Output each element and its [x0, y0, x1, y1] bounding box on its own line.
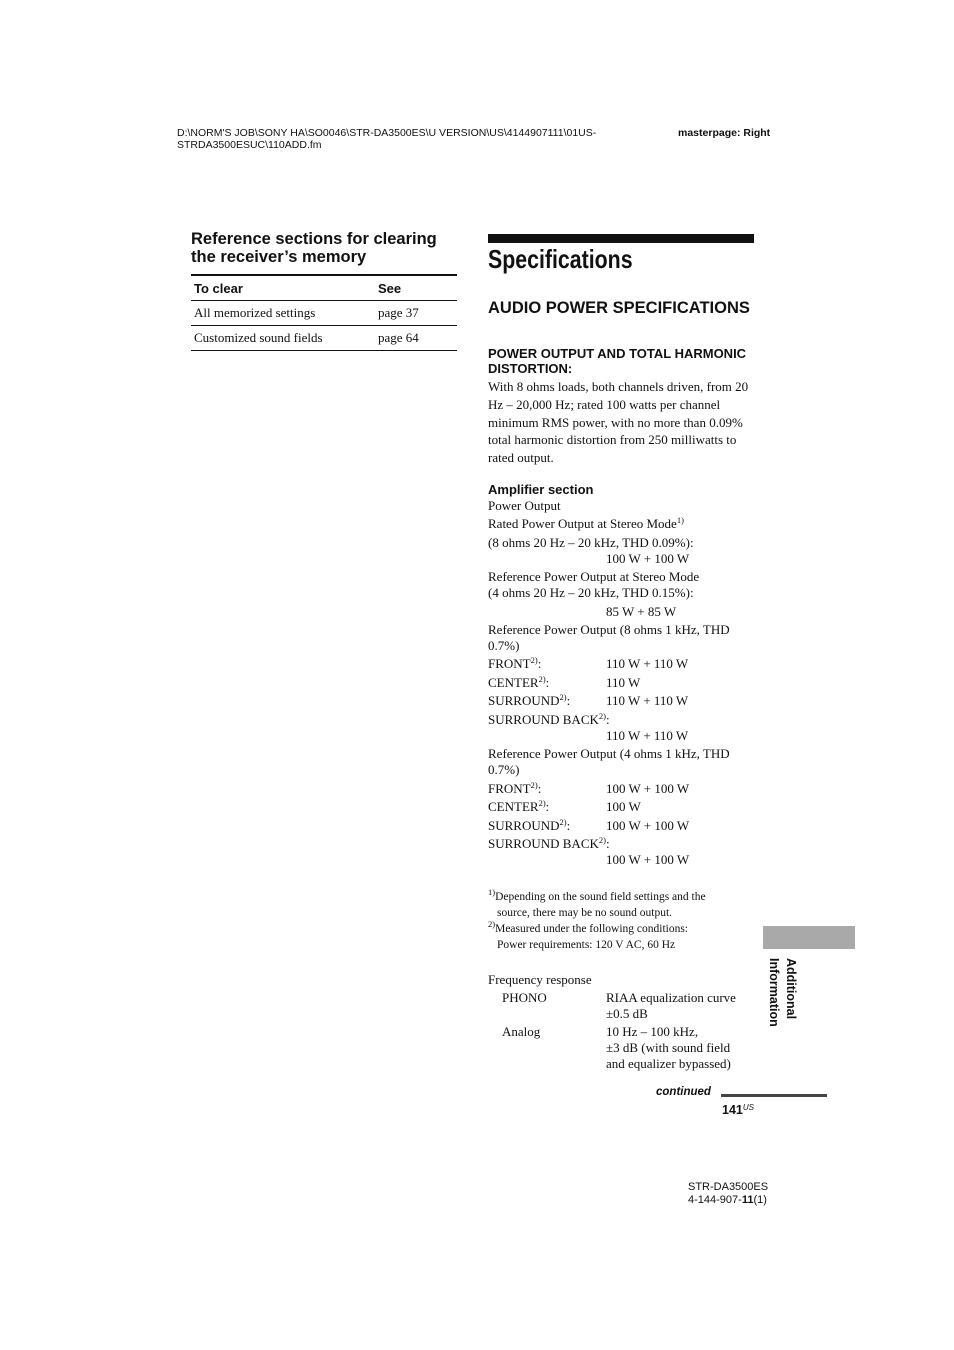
- subsection-title: POWER OUTPUT AND TOTAL HARMONIC DISTORTION:: [488, 346, 747, 376]
- table-cell: page 64: [375, 326, 457, 351]
- reference-stereo-label: Reference Power Output at Stereo Mode: [488, 569, 700, 584]
- phono-label: PHONO: [502, 990, 547, 1005]
- analog-value-cont: and equalizer bypassed): [606, 1056, 731, 1071]
- spec-label: CENTER$^{2)}$:: [488, 674, 550, 690]
- title-rule: [488, 234, 754, 243]
- file-path-line-1: D:\NORM'S JOB\SONY HA\SO0046\STR-DA3500ES\U VERSION\US\4144907111\01US-: [177, 127, 597, 139]
- model-name: STR-DA3500ES: [688, 1181, 769, 1193]
- footnote-2-cont: Power requirements: 120 V AC, 60 Hz: [497, 939, 676, 951]
- file-path: [177, 127, 596, 151]
- column-header-to-clear: To clear: [191, 275, 375, 301]
- spec-label: SURROUND$^{2)}$:: [488, 692, 571, 708]
- reference-table: [191, 274, 457, 351]
- reference-stereo-condition: (4 ohms 20 Hz – 20 kHz, THD 0.15%):: [488, 585, 694, 600]
- spec-value: 110 W + 110 W: [606, 656, 689, 671]
- masterpage-label: masterpage: Right: [678, 127, 771, 139]
- rated-condition: (8 ohms 20 Hz – 20 kHz, THD 0.09%):: [488, 535, 694, 550]
- spec-value: 100 W + 100 W: [606, 852, 690, 867]
- continued-label: continued: [656, 1086, 711, 1098]
- reference-4ohm-label-cont: 0.7%): [488, 762, 520, 777]
- phono-value: RIAA equalization curve: [606, 990, 736, 1005]
- analog-value-cont: ±3 dB (with sound field: [606, 1040, 731, 1055]
- spec-label: SURROUND$^{2)}$:: [488, 817, 571, 833]
- footnote-1: $^{1)}$Depending on the sound field settings and the: [488, 887, 706, 903]
- section-tab-label: [764, 958, 798, 1058]
- reference-8ohm-label-cont: 0.7%): [488, 638, 520, 653]
- model-info: [688, 1181, 768, 1206]
- page-number: $141^{US}$: [722, 1103, 754, 1117]
- table-cell: page 37: [375, 301, 457, 326]
- reference-stereo-value: 85 W + 85 W: [606, 604, 677, 619]
- spec-value: 110 W + 110 W: [606, 693, 689, 708]
- spec-value: 100 W: [606, 799, 641, 814]
- table-header-row: [191, 275, 457, 301]
- spec-label: SURROUND BACK$^{2)}$:: [488, 835, 610, 851]
- reference-8ohm-label: Reference Power Output (8 ohms 1 kHz, THD: [488, 622, 730, 637]
- spec-value: 100 W + 100 W: [606, 818, 690, 833]
- reference-heading: Reference sections for clearing the receiver’s memory: [191, 230, 437, 266]
- footnote-2: $^{2)}$Measured under the following conditions:: [488, 919, 688, 935]
- section-tab: [763, 926, 855, 949]
- table-cell: Customized sound fields: [191, 326, 375, 351]
- intro-paragraph: With 8 ohms loads, both channels driven, from 20 Hz – 20,000 Hz; rated 100 watts per channel minimum RMS power, with no more than 0.09% total harmonic distortion from 250 milliwatts to rated output.: [488, 379, 749, 466]
- spec-value: 100 W + 100 W: [606, 781, 690, 796]
- rated-value: 100 W + 100 W: [606, 551, 690, 566]
- spec-value: 110 W + 110 W: [606, 728, 689, 743]
- continued-rule: [721, 1094, 827, 1097]
- model-code: 4-144-907-11(1): [688, 1193, 767, 1206]
- table-cell: All memorized settings: [191, 301, 375, 326]
- footnote-1-cont: source, there may be no sound output.: [497, 907, 673, 919]
- section-title: AUDIO POWER SPECIFICATIONS: [488, 299, 750, 317]
- file-path-line-2: STRDA3500ESUC\110ADD.fm: [177, 139, 322, 151]
- table-row: [191, 301, 457, 326]
- rated-power-label: Rated Power Output at Stereo Mode$^{1)}$: [488, 515, 684, 531]
- section-tab-line-2: Information: [767, 958, 781, 1027]
- phono-value-cont: ±0.5 dB: [606, 1006, 648, 1021]
- reference-4ohm-label: Reference Power Output (4 ohms 1 kHz, THD: [488, 746, 730, 761]
- spec-label: FRONT$^{2)}$:: [488, 655, 542, 671]
- spec-label: FRONT$^{2)}$:: [488, 780, 542, 796]
- page-title: Specifications: [488, 244, 633, 274]
- analog-label: Analog: [502, 1024, 541, 1039]
- frequency-response-label: Frequency response: [488, 972, 592, 987]
- spec-label: SURROUND BACK$^{2)}$:: [488, 711, 610, 727]
- column-header-see: See: [375, 275, 457, 301]
- spec-label: CENTER$^{2)}$:: [488, 798, 550, 814]
- section-tab-line-1: Additional: [784, 958, 798, 1020]
- power-output-label: Power Output: [488, 498, 561, 513]
- table-row: [191, 326, 457, 351]
- analog-value: 10 Hz – 100 kHz,: [606, 1024, 699, 1039]
- spec-value: 110 W: [606, 675, 641, 690]
- amplifier-heading: Amplifier section: [488, 482, 594, 497]
